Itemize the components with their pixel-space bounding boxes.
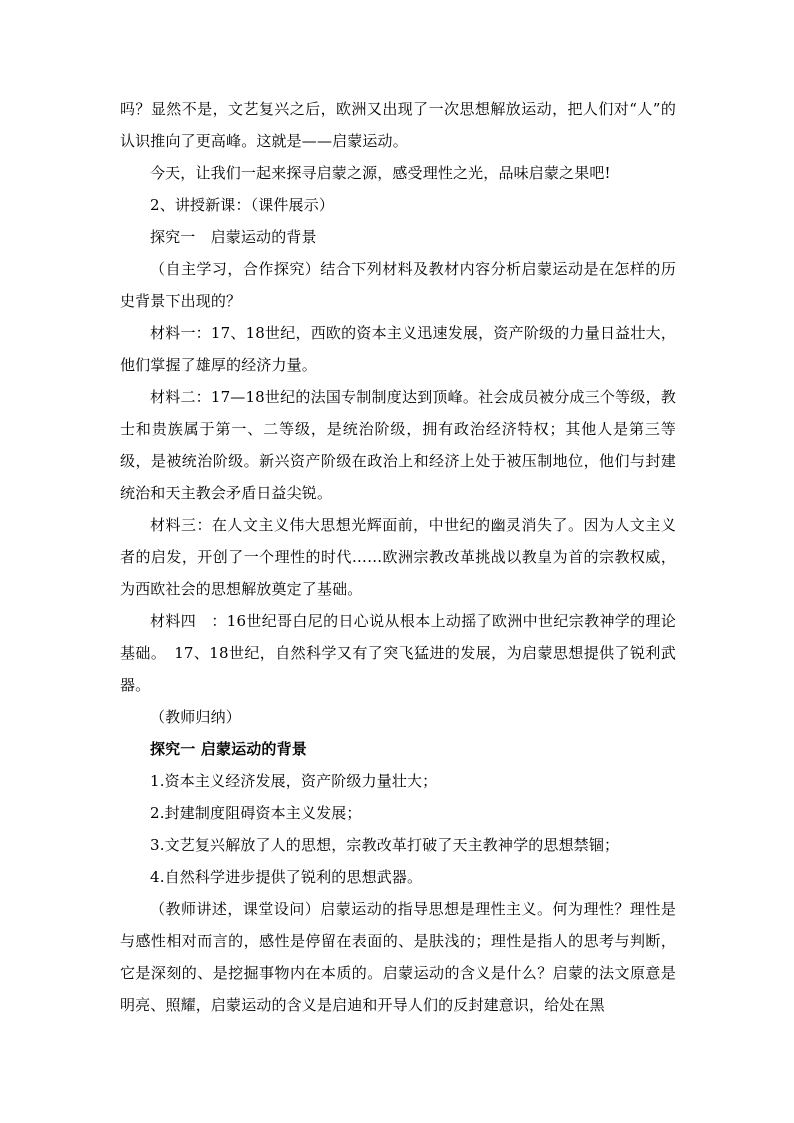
list-item-4: 4.自然科学进步提供了锐利的思想武器。 — [150, 868, 423, 886]
heading-inquiry-one-bold: 探究一 启蒙运动的背景 — [150, 740, 307, 758]
paragraph-inquiry-question: （自主学习，合作探究）结合下列材料及教材内容分析启蒙运动是在怎样的历史背景下出现的？ — [120, 260, 676, 310]
list-item-2: 2.封建制度阻碍资本主义发展； — [150, 804, 362, 822]
paragraph-teacher-summary: （教师归纳） — [150, 708, 241, 726]
paragraph-today: 今天，让我们一起来探寻启蒙之源，感受理性之光，品味启蒙之果吧! — [150, 164, 611, 182]
paragraph-rationalism: （教师讲述，课堂设问）启蒙运动的指导思想是理性主义。何为理性？理性是与感性相对而言的，感性是停留在表面的、是肤浅的；理性是指人的思考与判断，它是深刻的、是挖掘事物内在本质的。启蒙运动的含义是什么？启蒙的法文原意是明亮、照耀，启蒙运动的含义是启迪和开导人们的反封建意识，给处在黑 — [120, 900, 676, 1014]
paragraph-material-three: 材料三：在人文主义伟大思想光辉面前，中世纪的幽灵消失了。因为人文主义者的启发，开创了一个理性的时代……欧洲宗教改革挑战以教皇为首的宗教权威，为西欧社会的思想解放奠定了基础。 — [120, 516, 676, 598]
paragraph-material-one: 材料一：17、18世纪，西欧的资本主义迅速发展，资产阶级的力量日益壮大，他们掌握了雄厚的经济力量。 — [120, 324, 676, 374]
paragraph-material-two: 材料二：17—18世纪的法国专制制度达到顶峰。社会成员被分成三个等级，教士和贵族属于第一、二等级，是统治阶级，拥有政治经济特权；其他人是第三等级，是被统治阶级。新兴资产阶级在政治上和经济上处于被压制地位，他们与封建统治和天主教会矛盾日益尖锐。 — [120, 388, 676, 502]
paragraph-material-four: 材料四 ：16世纪哥白尼的日心说从根本上动摇了欧洲中世纪宗教神学的理论基础。 17、18世纪，自然科学又有了突飞猛进的发展，为启蒙思想提供了锐利武器。 — [120, 612, 676, 694]
paragraph-new-lesson: 2、讲授新课：（课件展示） — [150, 196, 334, 214]
list-item-1: 1.资本主义经济发展，资产阶级力量壮大； — [150, 772, 438, 790]
paragraph-intro-continued: 吗？显然不是，文艺复兴之后，欧洲又出现了一次思想解放运动，把人们对“人”的认识推向了更高峰。这就是——启蒙运动。 — [120, 100, 676, 150]
document-body — [120, 93, 676, 1021]
list-item-3: 3.文艺复兴解放了人的思想，宗教改革打破了天主教神学的思想禁锢； — [150, 836, 620, 854]
heading-inquiry-one: 探究一 启蒙运动的背景 — [150, 228, 317, 246]
